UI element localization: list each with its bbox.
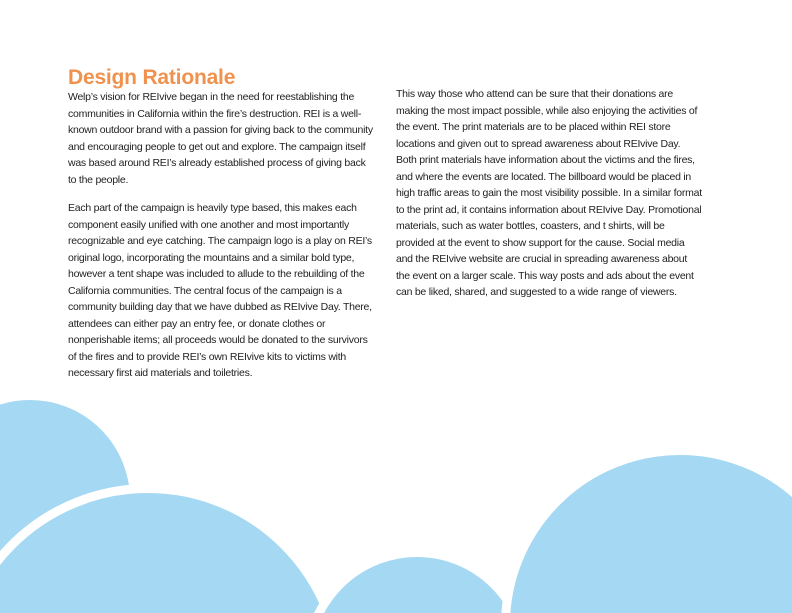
- paragraph: This way those who attend can be sure that their donations are making the most impact possible, while also enjoying the activities of the event. The print materials are to be placed within REI store locations and given out to spread awareness about REIvive Day. Both print materials have information about the victims and the fires, and where the events are located. The billboard would be placed in high traffic areas to gain the most visibility possible. In a similar format to the print ad, it contains information about REIvive Day. Promotional materials, such as water bottles, coasters, and t shirts, will be provided at the event to show support for the cause. Social media and the REIvive website are crucial in spreading awareness about the event on a larger scale. This way posts and ads about the event can be liked, shared, and suggested to a wide range of viewers.: [396, 88, 702, 298]
- left-column: [68, 89, 374, 394]
- paragraph: Each part of the campaign is heavily type based, this makes each component easily unified with one another and most importantly recognizable and eye catching. The campaign logo is a play on REI’s original logo, incorporating the mountains and a similar bold type, however a tent shape was included to allude to the rebuilding of the California communities. The central focus of the campaign is a community building day that we have dubbed as REIvive Day. There, attendees can either pay an entry fee, or donate clothes or nonperishable items; all proceeds would be donated to the survivors of the fires and to provide REI’s own REIvive kits to victims with necessary first aid materials and toiletries.: [68, 202, 372, 379]
- paragraph: Welp’s vision for REIvive began in the need for reestablishing the communities in California within the fire’s destruction. REI is a well-known outdoor brand with a passion for giving back to the community and encouraging people to get out and explore. The campaign itself was based around REI’s already established process of giving back to the people.: [68, 91, 373, 186]
- right-column: [396, 86, 702, 313]
- hill-shape-middle: [303, 548, 531, 613]
- page-title: Design Rationale: [68, 66, 236, 90]
- hill-shape-right: [501, 446, 792, 613]
